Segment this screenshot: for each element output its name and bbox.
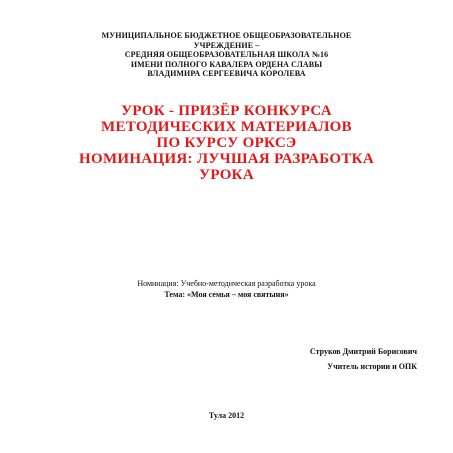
author-name: Струков Дмитрий Борисович	[309, 347, 417, 356]
header-line: МУНИЦИПАЛЬНОЕ БЮДЖЕТНОЕ ОБЩЕОБРАЗОВАТЕЛЬНОЕ	[101, 31, 352, 40]
header-line: ИМЕНИ ПОЛНОГО КАВАЛЕРА ОРДЕНА СЛАВЫ	[130, 59, 323, 69]
school-header	[60, 31, 393, 79]
title-line: ПО КУРСУ ОРКСЭ	[156, 135, 297, 151]
header-line: СРЕДНЯЯ ОБЩЕОБРАЗОВАТЕЛЬНАЯ ШКОЛА №16	[124, 50, 329, 59]
header-line: УЧРЕЖДЕНИЕ –	[193, 40, 260, 50]
author-role: Учитель истории и ОПК	[327, 362, 417, 371]
document-title	[40, 103, 413, 183]
title-line: МЕТОДИЧЕСКИХ МАТЕРИАЛОВ	[101, 119, 352, 135]
title-line: УРОК - ПРИЗЁР КОНКУРСА	[121, 103, 332, 119]
title-line: УРОКА	[199, 167, 254, 183]
nomination-text: Номинация: Учебно-методическая разработка урока	[137, 279, 316, 288]
title-line: НОМИНАЦИЯ: ЛУЧШАЯ РАЗРАБОТКА	[79, 151, 374, 167]
city-year: Тула 2012	[208, 411, 245, 420]
header-line: ВЛАДИМИРА СЕРГЕЕВИЧА КОРОЛЕВА	[147, 69, 306, 78]
topic-text: Тема: «Моя семья – моя святыня»	[164, 290, 289, 299]
